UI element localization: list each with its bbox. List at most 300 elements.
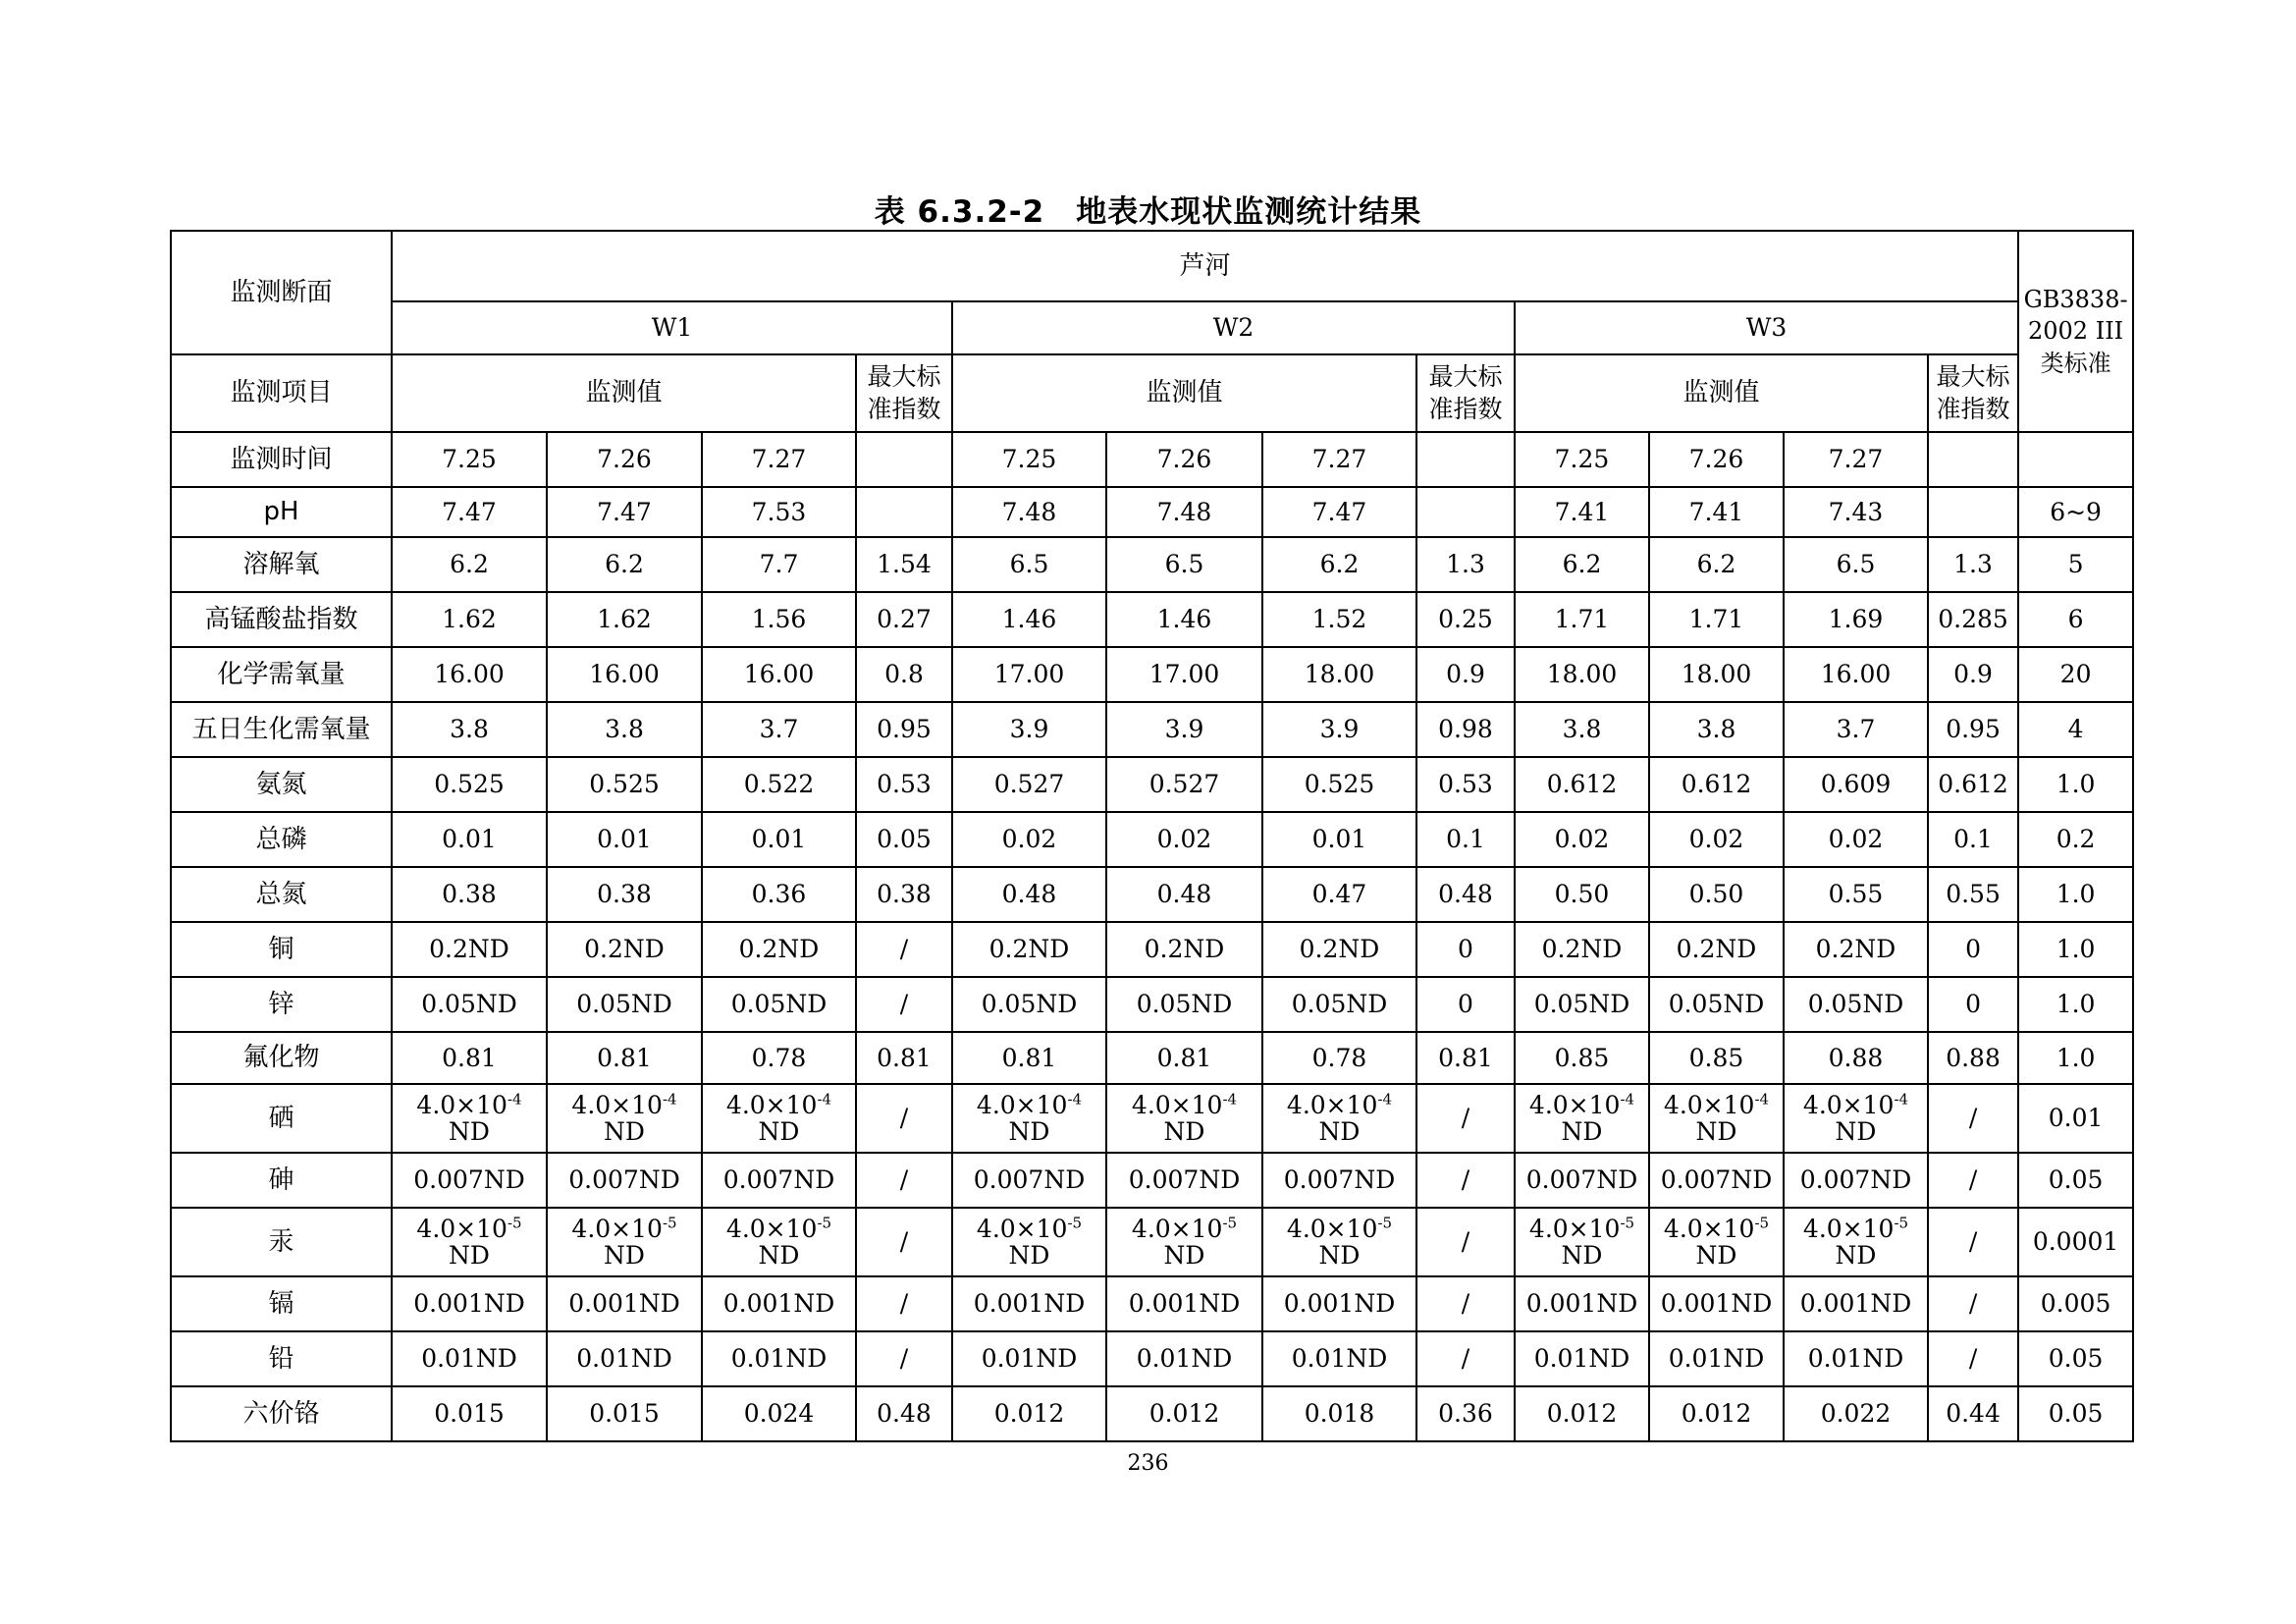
value-mantissa: 4.0×10 — [725, 1214, 818, 1243]
value-exponent: -4 — [1222, 1090, 1238, 1109]
river-name: 芦河 — [392, 231, 2018, 301]
w1-value-3: 1.56 — [702, 592, 856, 647]
w2-value-2: 0.05ND — [1106, 977, 1262, 1032]
standard-value: 1.0 — [2018, 757, 2133, 812]
w2-value-1: 0.527 — [952, 757, 1106, 812]
w3-max-index: 1.3 — [1928, 537, 2018, 592]
value-suffix: ND — [1561, 1241, 1603, 1270]
w3-value-2: 0.01ND — [1649, 1331, 1784, 1386]
w2-value-1 — [952, 1084, 1106, 1153]
w2-value-1: 0.05ND — [952, 977, 1106, 1032]
w3-date-blank — [1928, 432, 2018, 487]
w1-value-3: 0.001ND — [702, 1276, 856, 1331]
w3-date-1: 7.25 — [1515, 432, 1649, 487]
w3-value-2: 0.2ND — [1649, 922, 1784, 977]
header-row-section — [171, 231, 2133, 301]
w1-value-3: 0.2ND — [702, 922, 856, 977]
w3-value-1: 0.05ND — [1515, 977, 1649, 1032]
w3-max-index: 0 — [1928, 922, 2018, 977]
standard-value: 4 — [2018, 702, 2133, 757]
item-name: 总磷 — [171, 812, 392, 867]
w2-value-3: 1.52 — [1262, 592, 1416, 647]
w1-value-3: 7.53 — [702, 487, 856, 537]
table-row — [171, 1084, 2133, 1153]
w2-value-2: 0.2ND — [1106, 922, 1262, 977]
w2-date-blank — [1416, 432, 1515, 487]
w2-date-1: 7.25 — [952, 432, 1106, 487]
w1-value-3: 0.007ND — [702, 1153, 856, 1208]
item-name: 氟化物 — [171, 1032, 392, 1084]
w1-value-1 — [392, 1208, 547, 1276]
item-name: 铜 — [171, 922, 392, 977]
standard-value: 1.0 — [2018, 922, 2133, 977]
w1-date-1: 7.25 — [392, 432, 547, 487]
w2-value-3: 7.47 — [1262, 487, 1416, 537]
section-label: 监测断面 — [171, 231, 392, 354]
standard-value: 20 — [2018, 647, 2133, 702]
w3-max-index: 0.95 — [1928, 702, 2018, 757]
w3-value-3: 0.88 — [1784, 1032, 1928, 1084]
station-w2: W2 — [952, 301, 1515, 354]
w1-value-2 — [547, 1208, 702, 1276]
value-mantissa: 4.0×10 — [1131, 1214, 1223, 1243]
w2-max-index: 1.3 — [1416, 537, 1515, 592]
standard-value: 6~9 — [2018, 487, 2133, 537]
value-exponent: -5 — [507, 1214, 522, 1232]
w3-value-3: 3.7 — [1784, 702, 1928, 757]
w1-value-3: 0.36 — [702, 867, 856, 922]
value-exponent: -5 — [817, 1214, 832, 1232]
w3-value-3: 0.007ND — [1784, 1153, 1928, 1208]
value-mantissa: 4.0×10 — [725, 1090, 818, 1119]
value-exponent: -5 — [1620, 1214, 1635, 1232]
w2-value-2: 0.012 — [1106, 1386, 1262, 1441]
w3-value-3: 1.69 — [1784, 592, 1928, 647]
standard-value: 5 — [2018, 537, 2133, 592]
w3-value-label: 监测值 — [1515, 354, 1928, 432]
w2-max-index: 0 — [1416, 977, 1515, 1032]
w1-value-2: 0.525 — [547, 757, 702, 812]
value-suffix: ND — [1318, 1241, 1361, 1270]
w2-value-3: 18.00 — [1262, 647, 1416, 702]
w2-value-1: 0.01ND — [952, 1331, 1106, 1386]
w1-value-2: 0.05ND — [547, 977, 702, 1032]
value-suffix: ND — [1561, 1117, 1603, 1146]
standard-header: GB3838-2002 III类标准 — [2018, 231, 2133, 432]
value-exponent: -4 — [1620, 1090, 1635, 1109]
table-row — [171, 1276, 2133, 1331]
station-w3: W3 — [1515, 301, 2018, 354]
w3-max-index: 0.55 — [1928, 867, 2018, 922]
item-name: 六价铬 — [171, 1386, 392, 1441]
value-exponent: -5 — [1894, 1214, 1909, 1232]
w2-max-index: 0.36 — [1416, 1386, 1515, 1441]
table-row — [171, 757, 2133, 812]
value-suffix: ND — [1835, 1241, 1877, 1270]
value-exponent: -4 — [1377, 1090, 1393, 1109]
w1-value-2: 3.8 — [547, 702, 702, 757]
station-w1: W1 — [392, 301, 952, 354]
value-suffix: ND — [1695, 1241, 1737, 1270]
w2-max-index: / — [1416, 1276, 1515, 1331]
w1-value-3: 7.7 — [702, 537, 856, 592]
value-exponent: -4 — [507, 1090, 522, 1109]
value-suffix: ND — [758, 1241, 800, 1270]
w2-value-3: 0.001ND — [1262, 1276, 1416, 1331]
w3-value-1: 0.007ND — [1515, 1153, 1649, 1208]
value-mantissa: 4.0×10 — [976, 1090, 1068, 1119]
w1-value-1: 0.05ND — [392, 977, 547, 1032]
w1-value-1: 7.47 — [392, 487, 547, 537]
w2-value-2 — [1106, 1084, 1262, 1153]
w3-value-3: 0.05ND — [1784, 977, 1928, 1032]
w3-value-1: 18.00 — [1515, 647, 1649, 702]
w1-value-3: 0.522 — [702, 757, 856, 812]
value-suffix: ND — [1318, 1117, 1361, 1146]
value-exponent: -5 — [1067, 1214, 1083, 1232]
w1-value-2 — [547, 1084, 702, 1153]
w3-value-1: 0.85 — [1515, 1032, 1649, 1084]
table-row — [171, 592, 2133, 647]
w1-value-3 — [702, 1208, 856, 1276]
standard-value: 1.0 — [2018, 977, 2133, 1032]
w3-max-index: / — [1928, 1276, 2018, 1331]
header-row-dates — [171, 432, 2133, 487]
time-label: 监测时间 — [171, 432, 392, 487]
value-suffix: ND — [1163, 1241, 1205, 1270]
item-name: 锌 — [171, 977, 392, 1032]
w1-value-2: 0.001ND — [547, 1276, 702, 1331]
w1-value-2: 16.00 — [547, 647, 702, 702]
w2-max-index: 0.25 — [1416, 592, 1515, 647]
w1-value-1: 0.01ND — [392, 1331, 547, 1386]
w3-value-2: 0.05ND — [1649, 977, 1784, 1032]
standard-value: 0.005 — [2018, 1276, 2133, 1331]
table-row — [171, 812, 2133, 867]
w2-max-index: 0.81 — [1416, 1032, 1515, 1084]
value-suffix: ND — [604, 1241, 645, 1270]
w3-max-index: / — [1928, 1208, 2018, 1276]
value-suffix: ND — [1163, 1117, 1205, 1146]
w2-max-index: 0.1 — [1416, 812, 1515, 867]
value-suffix: ND — [1008, 1117, 1050, 1146]
w2-max-index — [1416, 487, 1515, 537]
w3-value-1: 1.71 — [1515, 592, 1649, 647]
value-exponent: -4 — [1754, 1090, 1770, 1109]
value-exponent: -4 — [817, 1090, 832, 1109]
standard-value: 0.0001 — [2018, 1208, 2133, 1276]
w2-value-2: 7.48 — [1106, 487, 1262, 537]
w3-value-1: 0.012 — [1515, 1386, 1649, 1441]
w1-date-2: 7.26 — [547, 432, 702, 487]
w2-value-2: 1.46 — [1106, 592, 1262, 647]
w3-value-3 — [1784, 1084, 1928, 1153]
w1-value-2: 1.62 — [547, 592, 702, 647]
w1-value-2: 0.81 — [547, 1032, 702, 1084]
w3-value-1 — [1515, 1208, 1649, 1276]
w3-value-3: 0.02 — [1784, 812, 1928, 867]
w2-value-1: 0.02 — [952, 812, 1106, 867]
table-row — [171, 487, 2133, 537]
w1-value-1: 1.62 — [392, 592, 547, 647]
w2-value-3: 3.9 — [1262, 702, 1416, 757]
value-mantissa: 4.0×10 — [1663, 1090, 1755, 1119]
item-name: 总氮 — [171, 867, 392, 922]
table-row — [171, 1386, 2133, 1441]
header-row-items — [171, 354, 2133, 432]
w3-value-2: 0.50 — [1649, 867, 1784, 922]
w1-value-2: 0.01 — [547, 812, 702, 867]
w2-value-3: 0.01 — [1262, 812, 1416, 867]
w2-value-3: 0.78 — [1262, 1032, 1416, 1084]
w3-value-1: 0.01ND — [1515, 1331, 1649, 1386]
w2-max-index: / — [1416, 1084, 1515, 1153]
w1-value-1: 0.007ND — [392, 1153, 547, 1208]
w1-value-3: 3.7 — [702, 702, 856, 757]
w1-max-index: / — [856, 1276, 952, 1331]
w3-max-index: 0.44 — [1928, 1386, 2018, 1441]
w2-date-2: 7.26 — [1106, 432, 1262, 487]
w2-value-3: 6.2 — [1262, 537, 1416, 592]
value-exponent: -5 — [1222, 1214, 1238, 1232]
value-exponent: -5 — [1377, 1214, 1393, 1232]
item-name: 铅 — [171, 1331, 392, 1386]
value-mantissa: 4.0×10 — [1663, 1214, 1755, 1243]
standard-value: 1.0 — [2018, 867, 2133, 922]
w2-value-3 — [1262, 1208, 1416, 1276]
w1-value-2: 6.2 — [547, 537, 702, 592]
w3-value-3: 0.01ND — [1784, 1331, 1928, 1386]
w1-max-index: 1.54 — [856, 537, 952, 592]
w1-value-3: 0.024 — [702, 1386, 856, 1441]
table-row — [171, 1331, 2133, 1386]
table-row — [171, 702, 2133, 757]
w2-value-1: 0.81 — [952, 1032, 1106, 1084]
value-exponent: -4 — [1067, 1090, 1083, 1109]
w3-value-3: 0.609 — [1784, 757, 1928, 812]
w2-value-2: 0.01ND — [1106, 1331, 1262, 1386]
w1-value-3: 0.78 — [702, 1032, 856, 1084]
w1-value-1: 0.001ND — [392, 1276, 547, 1331]
w2-value-3: 0.05ND — [1262, 977, 1416, 1032]
table-row — [171, 1208, 2133, 1276]
w1-value-1: 0.01 — [392, 812, 547, 867]
w3-value-1: 7.41 — [1515, 487, 1649, 537]
standard-value: 0.01 — [2018, 1084, 2133, 1153]
w2-max-index-label: 最大标准指数 — [1416, 354, 1515, 432]
w2-max-index: / — [1416, 1208, 1515, 1276]
w1-max-index: 0.38 — [856, 867, 952, 922]
w3-date-2: 7.26 — [1649, 432, 1784, 487]
table-row — [171, 922, 2133, 977]
value-suffix: ND — [1695, 1117, 1737, 1146]
w2-max-index: 0.98 — [1416, 702, 1515, 757]
w2-value-1: 17.00 — [952, 647, 1106, 702]
value-suffix: ND — [758, 1117, 800, 1146]
item-label: 监测项目 — [171, 354, 392, 432]
w2-value-2: 0.527 — [1106, 757, 1262, 812]
value-mantissa: 4.0×10 — [1131, 1090, 1223, 1119]
w1-max-index: 0.8 — [856, 647, 952, 702]
w2-value-1: 1.46 — [952, 592, 1106, 647]
w3-max-index: / — [1928, 1153, 2018, 1208]
value-mantissa: 4.0×10 — [1802, 1090, 1895, 1119]
item-name: pH — [171, 487, 392, 537]
w3-value-2 — [1649, 1084, 1784, 1153]
w2-value-1: 0.007ND — [952, 1153, 1106, 1208]
w1-value-2: 0.38 — [547, 867, 702, 922]
w2-date-3: 7.27 — [1262, 432, 1416, 487]
value-mantissa: 4.0×10 — [416, 1214, 507, 1243]
w3-value-1: 0.02 — [1515, 812, 1649, 867]
w2-value-2: 0.001ND — [1106, 1276, 1262, 1331]
w1-max-index: / — [856, 977, 952, 1032]
w1-max-index: 0.27 — [856, 592, 952, 647]
w1-max-index: 0.48 — [856, 1386, 952, 1441]
w2-value-2: 6.5 — [1106, 537, 1262, 592]
w3-value-2: 0.012 — [1649, 1386, 1784, 1441]
standard-value: 0.05 — [2018, 1331, 2133, 1386]
w1-value-2: 0.007ND — [547, 1153, 702, 1208]
w2-value-2: 0.81 — [1106, 1032, 1262, 1084]
w3-value-2: 0.007ND — [1649, 1153, 1784, 1208]
item-name: 镉 — [171, 1276, 392, 1331]
w1-max-index — [856, 487, 952, 537]
value-mantissa: 4.0×10 — [1528, 1090, 1621, 1119]
table-row — [171, 537, 2133, 592]
w2-value-2: 17.00 — [1106, 647, 1262, 702]
w1-value-2: 0.01ND — [547, 1331, 702, 1386]
w3-value-3 — [1784, 1208, 1928, 1276]
standard-value: 0.05 — [2018, 1153, 2133, 1208]
table-row — [171, 1032, 2133, 1084]
w3-value-3: 0.55 — [1784, 867, 1928, 922]
value-mantissa: 4.0×10 — [1286, 1214, 1378, 1243]
w3-value-1 — [1515, 1084, 1649, 1153]
table-row — [171, 647, 2133, 702]
value-suffix: ND — [1008, 1241, 1050, 1270]
w1-max-index: 0.05 — [856, 812, 952, 867]
w3-max-index: / — [1928, 1331, 2018, 1386]
value-mantissa: 4.0×10 — [1802, 1214, 1895, 1243]
w1-max-index: 0.95 — [856, 702, 952, 757]
w3-value-3: 0.022 — [1784, 1386, 1928, 1441]
item-name: 化学需氧量 — [171, 647, 392, 702]
w2-value-2: 3.9 — [1106, 702, 1262, 757]
item-name: 溶解氧 — [171, 537, 392, 592]
value-exponent: -5 — [1754, 1214, 1770, 1232]
w1-value-2: 7.47 — [547, 487, 702, 537]
w2-value-1: 0.012 — [952, 1386, 1106, 1441]
w3-value-2: 1.71 — [1649, 592, 1784, 647]
w2-value-2 — [1106, 1208, 1262, 1276]
w3-value-1: 0.50 — [1515, 867, 1649, 922]
w3-max-index: / — [1928, 1084, 2018, 1153]
w2-value-3: 0.01ND — [1262, 1331, 1416, 1386]
w1-value-1: 3.8 — [392, 702, 547, 757]
w1-max-index: 0.53 — [856, 757, 952, 812]
w3-max-index: 0.88 — [1928, 1032, 2018, 1084]
value-mantissa: 4.0×10 — [416, 1090, 507, 1119]
value-exponent: -5 — [662, 1214, 677, 1232]
monitoring-table — [170, 230, 2134, 1442]
w1-value-2: 0.2ND — [547, 922, 702, 977]
value-mantissa: 4.0×10 — [976, 1214, 1068, 1243]
value-exponent: -4 — [662, 1090, 677, 1109]
w1-value-3: 0.05ND — [702, 977, 856, 1032]
item-name: 氨氮 — [171, 757, 392, 812]
page-number: 236 — [1127, 1451, 1169, 1476]
w1-value-1: 0.81 — [392, 1032, 547, 1084]
standard-value: 0.05 — [2018, 1386, 2133, 1441]
table-row — [171, 867, 2133, 922]
w2-max-index: 0.48 — [1416, 867, 1515, 922]
item-name: 高锰酸盐指数 — [171, 592, 392, 647]
value-exponent: -4 — [1894, 1090, 1909, 1109]
w1-value-3: 16.00 — [702, 647, 856, 702]
w3-max-index: 0.1 — [1928, 812, 2018, 867]
value-suffix: ND — [449, 1117, 490, 1146]
w2-value-3: 0.47 — [1262, 867, 1416, 922]
w3-value-1: 0.001ND — [1515, 1276, 1649, 1331]
value-suffix: ND — [604, 1117, 645, 1146]
value-mantissa: 4.0×10 — [571, 1214, 663, 1243]
w3-value-2: 3.8 — [1649, 702, 1784, 757]
w2-value-1: 3.9 — [952, 702, 1106, 757]
value-suffix: ND — [449, 1241, 490, 1270]
w3-value-2: 0.001ND — [1649, 1276, 1784, 1331]
w1-max-index: 0.81 — [856, 1032, 952, 1084]
w2-value-1 — [952, 1208, 1106, 1276]
w2-value-2: 0.007ND — [1106, 1153, 1262, 1208]
w2-max-index: 0 — [1416, 922, 1515, 977]
w2-value-1: 6.5 — [952, 537, 1106, 592]
w3-max-index — [1928, 487, 2018, 537]
w2-value-1: 7.48 — [952, 487, 1106, 537]
value-suffix: ND — [1835, 1117, 1877, 1146]
w1-value-1: 0.525 — [392, 757, 547, 812]
w3-value-3: 0.2ND — [1784, 922, 1928, 977]
w2-value-1: 0.001ND — [952, 1276, 1106, 1331]
w3-value-2: 6.2 — [1649, 537, 1784, 592]
value-mantissa: 4.0×10 — [1286, 1090, 1378, 1119]
header-row-stations — [171, 301, 2133, 354]
w1-value-2: 0.015 — [547, 1386, 702, 1441]
w3-value-2: 0.02 — [1649, 812, 1784, 867]
table-row — [171, 977, 2133, 1032]
w1-max-index: / — [856, 1084, 952, 1153]
item-name: 汞 — [171, 1208, 392, 1276]
w3-value-2 — [1649, 1208, 1784, 1276]
w2-value-2: 0.48 — [1106, 867, 1262, 922]
w2-max-index: 0.53 — [1416, 757, 1515, 812]
w1-max-index: / — [856, 1153, 952, 1208]
w2-value-3: 0.018 — [1262, 1386, 1416, 1441]
item-name: 五日生化需氧量 — [171, 702, 392, 757]
w1-value-1: 0.2ND — [392, 922, 547, 977]
item-name: 砷 — [171, 1153, 392, 1208]
w3-value-3: 0.001ND — [1784, 1276, 1928, 1331]
w3-value-2: 18.00 — [1649, 647, 1784, 702]
w2-max-index: / — [1416, 1153, 1515, 1208]
w1-value-1: 0.38 — [392, 867, 547, 922]
w3-value-2: 7.41 — [1649, 487, 1784, 537]
w3-max-index-label: 最大标准指数 — [1928, 354, 2018, 432]
w3-value-1: 3.8 — [1515, 702, 1649, 757]
w1-value-3: 0.01 — [702, 812, 856, 867]
w1-value-3 — [702, 1084, 856, 1153]
w1-value-label: 监测值 — [392, 354, 856, 432]
